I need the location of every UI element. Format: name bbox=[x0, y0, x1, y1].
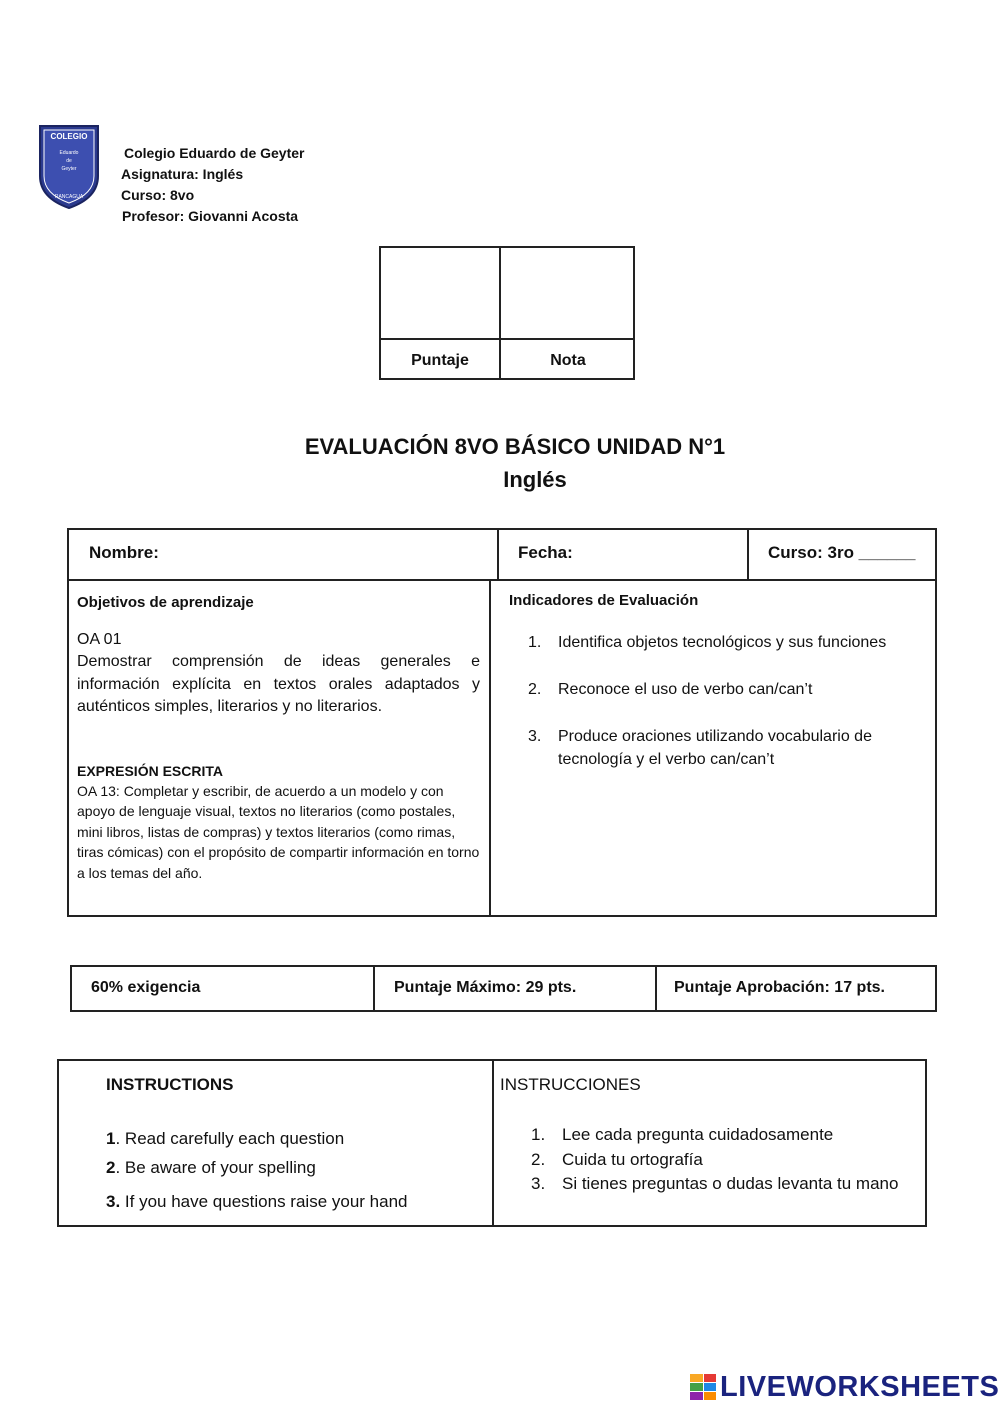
crest-text-rancagua: RANCAGUA bbox=[54, 194, 84, 200]
score-box bbox=[379, 246, 635, 380]
instructions-col-divider bbox=[492, 1061, 494, 1225]
indicator-item bbox=[509, 725, 909, 771]
passing-score-label: Puntaje Aprobación: 17 pts. bbox=[674, 979, 885, 996]
liveworksheets-wordmark: LIVEWORKSHEETS bbox=[720, 1370, 999, 1403]
instruction-text: Si tienes preguntas o dudas levanta tu mano bbox=[562, 1174, 899, 1193]
crest-text-colegio: COLEGIO bbox=[50, 132, 88, 141]
evaluation-subtitle: Inglés bbox=[503, 467, 567, 492]
instruction-item-en bbox=[106, 1129, 344, 1149]
written-expression-text: OA 13: Completar y escribir, de acuerdo a un modelo y con apoyo de lenguaje visual, textos no literarios (como postales, mini libros, listas de compras) y textos literarios (como rimas, tiras cómicas) con el propósito de compartir información en torno a los temas del año. bbox=[77, 782, 480, 881]
instruction-text: Lee cada pregunta cuidadosamente bbox=[562, 1125, 834, 1144]
indicator-item bbox=[509, 631, 909, 654]
indicators-heading: Indicadores de Evaluación bbox=[509, 592, 699, 609]
course-line: Curso: 8vo bbox=[121, 187, 195, 203]
max-score-label: Puntaje Máximo: 29 pts. bbox=[394, 979, 577, 996]
objectives-heading: Objetivos de aprendizaje bbox=[77, 594, 254, 611]
subject-line: Asignatura: Inglés bbox=[121, 166, 244, 182]
curso-field[interactable]: Curso: 3ro ______ bbox=[768, 543, 916, 562]
teacher-line: Profesor: Giovanni Acosta bbox=[122, 208, 299, 224]
fecha-field[interactable]: Fecha: bbox=[518, 543, 573, 562]
instruction-number: 1. bbox=[531, 1125, 546, 1144]
score-box-row-divider bbox=[381, 338, 633, 340]
crest-text-de: de bbox=[66, 158, 72, 164]
written-expression-heading: EXPRESIÓN ESCRITA bbox=[77, 762, 223, 779]
indicator-item bbox=[509, 678, 909, 701]
crest-text-geyter: Geyter bbox=[61, 166, 77, 172]
scoring-table bbox=[70, 965, 937, 1012]
indicator-number: 2. bbox=[528, 681, 542, 698]
school-name: Colegio Eduardo de Geyter bbox=[124, 145, 305, 161]
instructions-list-es bbox=[531, 1123, 901, 1197]
instruction-text: . Be aware of your spelling bbox=[115, 1158, 316, 1177]
student-info-table bbox=[67, 528, 937, 917]
instructions-heading-es: INSTRUCCIONES bbox=[500, 1075, 641, 1094]
school-crest-logo bbox=[38, 124, 100, 210]
instruction-number: 1 bbox=[106, 1129, 116, 1148]
evaluation-title: EVALUACIÓN 8VO BÁSICO UNIDAD N°1 bbox=[304, 434, 726, 459]
indicator-number: 3. bbox=[528, 728, 542, 745]
liveworksheets-logo-icon bbox=[690, 1374, 716, 1400]
instruction-item-en bbox=[106, 1192, 407, 1212]
indicator-text: Produce oraciones utilizando vocabulario de tecnología y el verbo can/can’t bbox=[558, 728, 872, 768]
indicator-text: Identifica objetos tecnológicos y sus funciones bbox=[558, 634, 887, 651]
instruction-text: If you have questions raise your hand bbox=[120, 1192, 408, 1211]
table-col-divider bbox=[747, 530, 749, 580]
table-row-divider bbox=[69, 579, 935, 581]
instruction-number: 3. bbox=[531, 1174, 546, 1193]
instruction-number: 2 bbox=[106, 1158, 116, 1177]
indicator-text: Reconoce el uso de verbo can/can’t bbox=[558, 681, 813, 698]
crest-text-eduardo: Eduardo bbox=[59, 150, 79, 156]
instruction-number: 2. bbox=[531, 1149, 546, 1169]
nombre-field[interactable]: Nombre: bbox=[89, 543, 159, 562]
nota-label: Nota bbox=[550, 352, 586, 369]
indicator-number: 1. bbox=[528, 634, 542, 651]
instructions-heading-en: INSTRUCTIONS bbox=[106, 1075, 234, 1094]
oa-text: Demostrar comprensión de ideas generales e información explícita en textos orales adaptados y auténticos simples, literarios y no literarios. bbox=[77, 653, 480, 715]
instruction-item-es bbox=[531, 1148, 901, 1173]
table-col-divider bbox=[497, 530, 499, 580]
instruction-item-es bbox=[531, 1172, 901, 1197]
instructions-table bbox=[57, 1059, 927, 1227]
instruction-text: . Read carefully each question bbox=[115, 1129, 345, 1148]
objectives-cell bbox=[77, 592, 480, 883]
indicators-cell bbox=[509, 592, 909, 795]
puntaje-label: Puntaje bbox=[411, 352, 469, 369]
oa-code: OA 01 bbox=[77, 630, 122, 648]
scoring-col-divider bbox=[373, 967, 375, 1010]
exigencia-label: 60% exigencia bbox=[91, 979, 201, 996]
liveworksheets-brand[interactable] bbox=[690, 1372, 999, 1402]
scoring-col-divider bbox=[655, 967, 657, 1010]
table-col-divider bbox=[489, 580, 491, 915]
instruction-item-es bbox=[531, 1123, 901, 1148]
instruction-number: 3. bbox=[106, 1192, 121, 1211]
instruction-item-en bbox=[106, 1158, 316, 1178]
instruction-text: Cuida tu ortografía bbox=[562, 1149, 703, 1169]
